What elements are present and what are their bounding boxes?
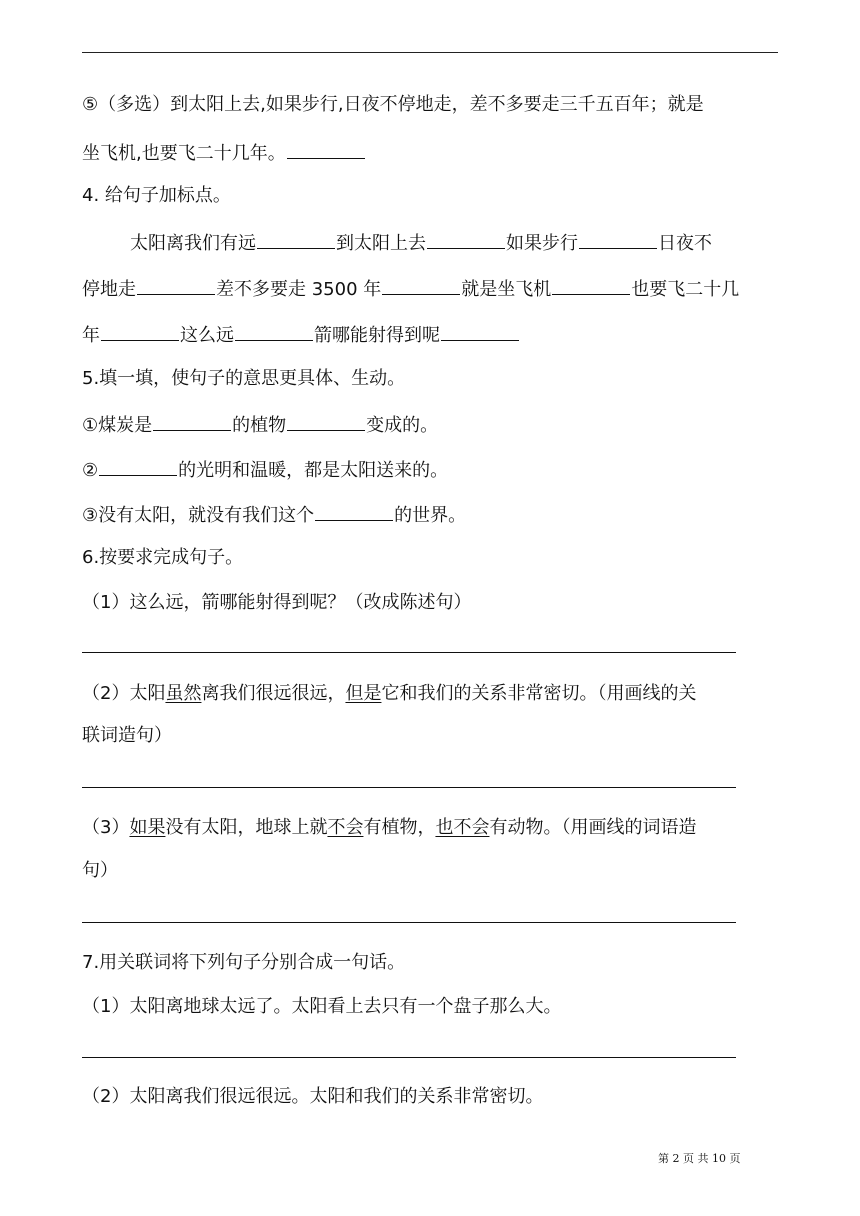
q6-s1: （1）这么远，箭哪能射得到呢？（改成陈述句） (82, 592, 472, 613)
underlined-word: 如果 (129, 817, 166, 838)
q4-seg: 也要飞二十几 (631, 279, 740, 300)
q5-seg: 变成的。 (366, 415, 439, 436)
underlined-word: 但是 (345, 683, 382, 704)
fill-blank[interactable] (287, 412, 365, 431)
q5-seg: ③没有太阳，就没有我们这个 (82, 505, 315, 526)
q5-seg: 的植物 (232, 415, 287, 436)
punct-blank[interactable] (382, 276, 460, 295)
q7-s1: （1）太阳离地球太远了。太阳看上去只有一个盘子那么大。 (82, 996, 562, 1017)
punct-blank[interactable] (441, 322, 519, 341)
page-number: 第 2 页 共 10 页 (658, 1152, 741, 1165)
header-rule (82, 52, 778, 53)
q6-seg: 没有太阳，地球上就 (165, 817, 328, 838)
q6-s2 (82, 682, 696, 706)
punct-blank[interactable] (552, 276, 630, 295)
q5-seg: ①煤炭是 (82, 415, 153, 436)
fill-blank[interactable] (315, 502, 393, 521)
q4-seg: 停地走 (82, 279, 136, 300)
answer-blank[interactable] (287, 140, 365, 159)
punct-blank[interactable] (257, 230, 335, 249)
q5-seg: ② (82, 460, 99, 481)
q6-s3 (82, 816, 696, 840)
q6-seg: （3） (82, 817, 130, 838)
fill-blank[interactable] (99, 457, 177, 476)
q7-title: 7.用关联词将下列句子分别合成一句话。 (82, 952, 406, 973)
q5-item2 (82, 457, 448, 483)
q4-seg: 日夜不 (658, 233, 712, 254)
q6-seg: 离我们很远很远， (201, 683, 346, 704)
underlined-word: 也不会 (435, 817, 490, 838)
q4-seg: 这么远 (180, 325, 234, 346)
q4-title: 4. 给句子加标点。 (82, 185, 231, 206)
q3-item5-text: 坐飞机,也要飞二十几年。 (82, 143, 286, 164)
punct-blank[interactable] (579, 230, 657, 249)
q6-seg: 有植物， (363, 817, 436, 838)
q5-item3 (82, 502, 466, 528)
q6-seg: 它和我们的关系非常密切。（用画线的关 (381, 683, 697, 704)
q6-seg: （2）太阳 (82, 683, 166, 704)
fill-blank[interactable] (153, 412, 231, 431)
answer-line[interactable] (82, 1057, 736, 1058)
q4-line3 (82, 322, 520, 348)
q6-title: 6.按要求完成句子。 (82, 547, 244, 568)
q5-title: 5.填一填，使句子的意思更具体、生动。 (82, 368, 406, 389)
q4-seg: 箭哪能射得到呢 (314, 325, 440, 346)
q4-seg: 年 (82, 325, 100, 346)
q4-seg: 差不多要走 3500 年 (216, 279, 382, 300)
punct-blank[interactable] (427, 230, 505, 249)
answer-line[interactable] (82, 922, 736, 923)
q5-seg: 的世界。 (394, 505, 467, 526)
q4-seg: 到太阳上去 (336, 233, 426, 254)
q7-s2: （2）太阳离我们很远很远。太阳和我们的关系非常密切。 (82, 1086, 544, 1107)
underlined-word: 不会 (327, 817, 364, 838)
q5-seg: 的光明和温暖，都是太阳送来的。 (178, 460, 449, 481)
answer-line[interactable] (82, 652, 736, 653)
q5-item1 (82, 412, 438, 438)
punct-blank[interactable] (137, 276, 215, 295)
q3-item5-line1: ⑤（多选）到太阳上去,如果步行,日夜不停地走，差不多要走三千五百年；就是 (82, 94, 704, 115)
q6-s3-cont: 句） (82, 860, 118, 881)
q6-seg: 有动物。（用画线的词语造 (489, 817, 697, 838)
q4-seg: 如果步行 (506, 233, 578, 254)
answer-line[interactable] (82, 787, 736, 788)
q3-item5-line2 (82, 140, 366, 166)
underlined-word: 虽然 (165, 683, 202, 704)
q4-line1 (130, 230, 712, 256)
q4-seg: 就是坐飞机 (461, 279, 552, 300)
q4-line2 (82, 276, 739, 302)
punct-blank[interactable] (235, 322, 313, 341)
punct-blank[interactable] (101, 322, 179, 341)
q4-seg: 太阳离我们有远 (130, 233, 256, 254)
q6-s2-cont: 联词造句） (82, 725, 172, 746)
